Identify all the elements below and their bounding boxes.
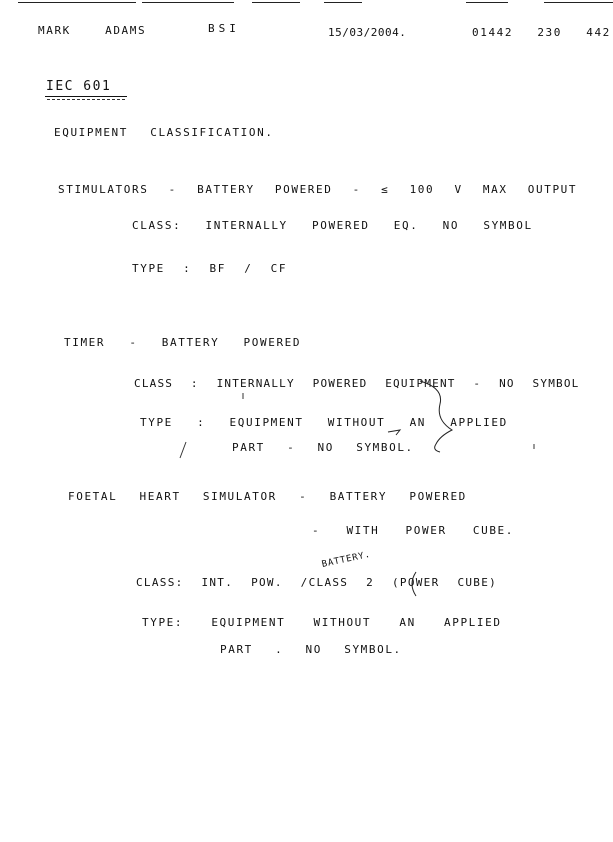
stimulators-class: CLASS: INTERNALLY POWERED EQ. NO SYMBOL xyxy=(132,219,533,232)
foetal-type-part: PART . NO SYMBOL. xyxy=(220,643,402,656)
note-date: 15/03/2004. xyxy=(328,26,407,39)
phone-number: 01442 230 442 xyxy=(472,26,611,39)
foetal-class: CLASS: INT. POW. /CLASS 2 (POWER CUBE) xyxy=(136,576,498,589)
stimulators-line: STIMULATORS - BATTERY POWERED - ≤ 100 V MAX OUTPUT xyxy=(58,183,578,196)
bracket-stroke xyxy=(420,381,452,452)
stray-mark xyxy=(180,442,186,458)
timer-line: TIMER - BATTERY POWERED xyxy=(64,336,302,349)
page-title: IEC 601 xyxy=(46,79,112,94)
timer-type-part: PART - NO SYMBOL. xyxy=(232,441,414,454)
arrow-stroke xyxy=(388,430,400,435)
battery-insert: BATTERY. xyxy=(320,549,372,570)
timer-class: CLASS : INTERNALLY POWERED EQUIPMENT - NO SYMBOL xyxy=(134,377,580,390)
paren-stroke xyxy=(412,572,416,596)
foetal-line-power-cube: - WITH POWER CUBE. xyxy=(312,524,515,537)
section-heading: EQUIPMENT CLASSIFICATION. xyxy=(54,126,274,139)
foetal-line: FOETAL HEART SIMULATOR - BATTERY POWERED xyxy=(68,490,467,503)
organisation: BSI xyxy=(208,22,240,35)
timer-type: TYPE : EQUIPMENT WITHOUT AN APPLIED xyxy=(140,416,508,429)
stimulators-type: TYPE : BF / CF xyxy=(132,262,288,275)
author-name: MARK ADAMS xyxy=(38,24,147,37)
foetal-type: TYPE: EQUIPMENT WITHOUT AN APPLIED xyxy=(142,616,502,629)
